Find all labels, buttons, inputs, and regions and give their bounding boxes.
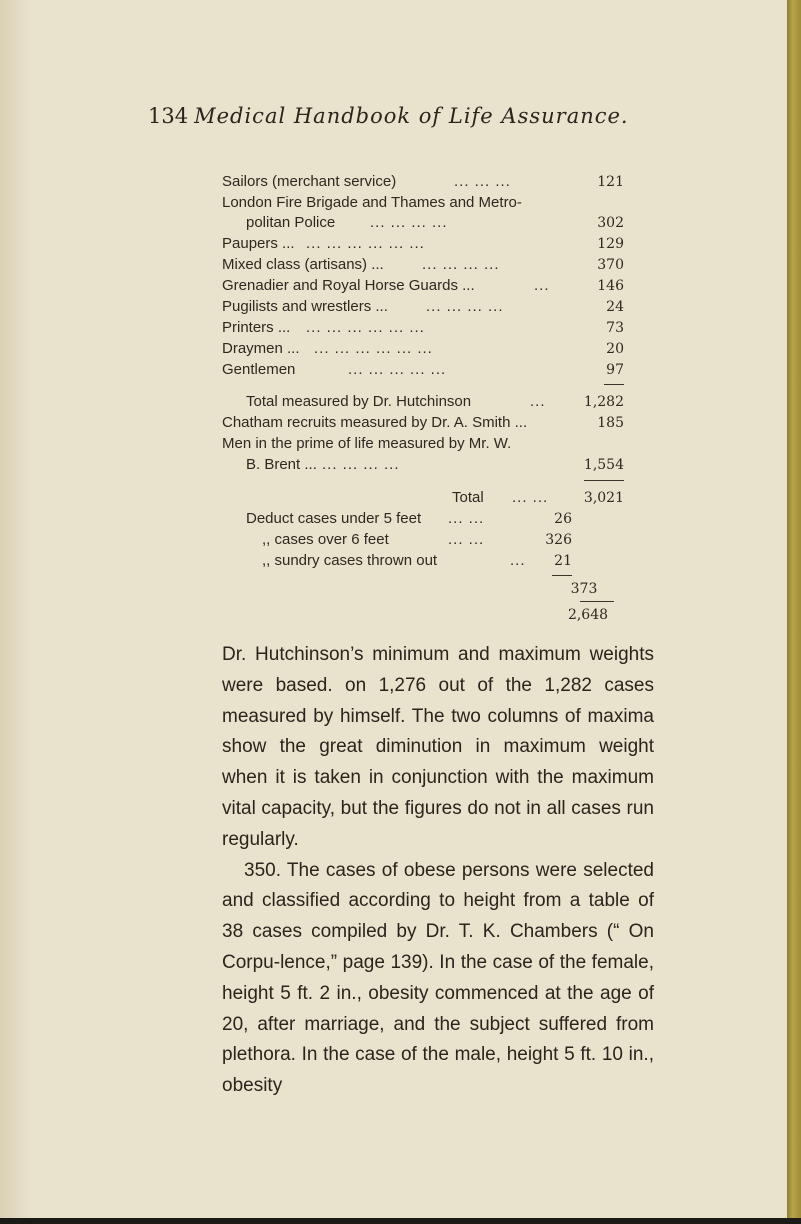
row-value: 302 xyxy=(597,215,624,231)
row-value: 73 xyxy=(606,320,624,336)
row-label: ,, sundry cases thrown out xyxy=(262,552,438,569)
row-value: 146 xyxy=(597,278,624,294)
leader-dots: ... ... ... ... xyxy=(426,298,504,315)
row-value: 26 xyxy=(554,511,572,527)
body-text xyxy=(222,640,654,1102)
row-value: 1,282 xyxy=(583,394,624,410)
paragraph: Dr. Hutchinson’s minimum and maximum weights were based. on 1,276 out of the 1,282 cases measured by himself. The two columns of maxima show the great diminution in maximum weight when it is taken in conjunction with the maximum vital capacity, but the figures do not in all cases run regularly. xyxy=(222,644,654,850)
row-label: Deduct cases under 5 feet xyxy=(246,510,422,527)
row-label: Grenadier and Royal Horse Guards ... xyxy=(222,277,475,294)
page-number: 134 xyxy=(148,104,189,128)
row-label: Total measured by Dr. Hutchinson xyxy=(246,393,472,410)
row-label: B. Brent ... xyxy=(246,456,317,473)
row-label: Printers ... xyxy=(222,319,291,336)
final-total: 2,648 xyxy=(567,607,609,623)
row-label: ,, cases over 6 feet xyxy=(262,531,389,548)
row-label: politan Police xyxy=(246,214,336,231)
leader-dots: ... ... ... xyxy=(454,173,511,190)
leader-dots: ... ... ... ... xyxy=(370,214,448,231)
leader-dots: ... ... xyxy=(448,510,485,527)
row-label: Gentlemen xyxy=(222,361,296,378)
row-value: 370 xyxy=(597,257,624,273)
deduction-sum: 373 xyxy=(570,581,598,597)
leader-dots: ... xyxy=(534,277,550,294)
row-label: Mixed class (artisans) ... xyxy=(222,256,384,273)
leader-dots: ... ... xyxy=(512,489,549,506)
page-bottom-edge xyxy=(0,1218,801,1224)
leader-dots: ... xyxy=(530,393,546,410)
leader-dots: ... ... ... ... xyxy=(322,456,400,473)
leader-dots: ... ... ... ... ... ... xyxy=(306,319,425,336)
row-label: Draymen ... xyxy=(222,340,300,357)
sum-rule xyxy=(552,575,572,576)
row-label: Pugilists and wrestlers ... xyxy=(222,298,388,315)
row-value: 121 xyxy=(597,174,624,190)
sum-rule xyxy=(604,384,624,385)
leader-dots: ... ... ... ... ... xyxy=(348,361,447,378)
sum-rule xyxy=(580,601,614,602)
row-label: London Fire Brigade and Thames and Metro- xyxy=(222,194,522,211)
row-value: 129 xyxy=(597,236,624,252)
leader-dots: ... ... xyxy=(448,531,485,548)
row-value: 97 xyxy=(606,362,624,378)
row-value: 326 xyxy=(545,532,572,548)
row-value: 185 xyxy=(597,415,624,431)
running-title: Medical Handbook of Life Assurance. xyxy=(194,104,629,128)
row-value: 1,554 xyxy=(583,457,624,473)
row-label: Men in the prime of life measured by Mr. W. xyxy=(222,435,512,452)
paragraph: 350. The cases of obese persons were selected and classified according to height from a table of 38 cases compiled by Dr. T. K. Chambers (“ On Corpu-lence,” page 139). In the case of the female, height 5 ft. 2 in., obesity commenced at the age of 20, after marriage, and the subject suffered from plethora. In the case of the male, height 5 ft. 10 in., obesity xyxy=(222,859,654,1097)
row-label: Sailors (merchant service) xyxy=(222,173,397,190)
row-value: 21 xyxy=(554,553,572,569)
row-value: 20 xyxy=(606,341,624,357)
leader-dots: ... xyxy=(510,552,526,569)
sum-rule xyxy=(584,480,624,481)
row-label: Total xyxy=(452,489,484,506)
leader-dots: ... ... ... ... xyxy=(422,256,500,273)
row-label: Chatham recruits measured by Dr. A. Smith ... xyxy=(222,414,528,431)
total-value: 3,021 xyxy=(583,490,624,506)
leader-dots: ... ... ... ... ... ... xyxy=(314,340,433,357)
row-value: 24 xyxy=(606,299,624,315)
leader-dots: ... ... ... ... ... ... xyxy=(306,235,425,252)
row-label: Paupers ... xyxy=(222,235,295,252)
